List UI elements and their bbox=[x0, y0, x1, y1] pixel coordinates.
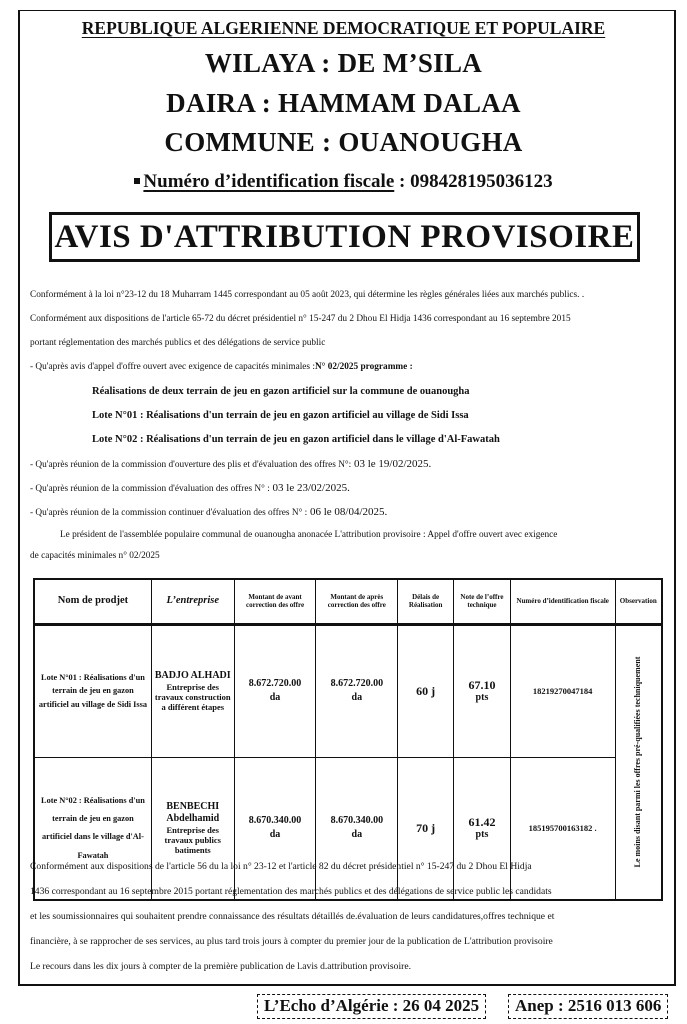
cell-amount-before: 8.672.720.00 da bbox=[234, 624, 316, 757]
programme-title: Réalisations de deux terrain de jeu en gazon artificiel sur la commune de ouanougha bbox=[92, 386, 470, 397]
closing-line-5: Le recours dans les dix jours à compter de la première publication de l.avis d.attribution provisoire. bbox=[30, 961, 411, 972]
cell-company bbox=[151, 757, 234, 900]
cell-observation bbox=[615, 624, 662, 900]
cell-amount-after: 8.672.720.00 da bbox=[316, 624, 398, 757]
preamble-line-1: Conformément à la loi n°23-12 du 18 Muharram 1445 correspondant au 05 août 2023, qui détermine les règles générales liées aux marchés publics. . bbox=[30, 290, 585, 300]
cell-delay: 70 j bbox=[398, 757, 454, 900]
company-name: BADJO ALHADI bbox=[154, 669, 231, 681]
header-project-name: Nom de prodjet bbox=[34, 579, 151, 624]
anep-reference: Anep : 2516 013 606 bbox=[508, 994, 668, 1019]
cell-project: Lote N°01 : Réalisations d'un terrain de jeu en gazon artificiel au village de Sidi Issa bbox=[34, 624, 151, 757]
closing-line-3: et les soumissionnaires qui souhaitent prendre connaissance des résultats détaillés de.évaluation de leurs candidatures,offres technique et bbox=[30, 911, 555, 922]
cell-delay: 60 j bbox=[398, 624, 454, 757]
fiscal-id-line bbox=[0, 171, 687, 193]
company-description: Entreprise des travaux publics batiments bbox=[164, 824, 221, 856]
appel-reference: N° 02/2025 programme : bbox=[314, 362, 413, 372]
appel-line: - Qu'après avis d'appel d'offre ouvert avec exigence de capacités minimales :N° 02/2025 programme : bbox=[30, 362, 413, 372]
commission-line-3: - Qu'après réunion de la commission continuer d'évaluation des offres N° : 06 le 08/04/2025. bbox=[30, 506, 388, 518]
fiscal-id-value: : 098428195036123 bbox=[394, 171, 553, 192]
cell-fiscal-id: 18219270047184 bbox=[510, 624, 615, 757]
observation-text: Le moins disant parmi les offres pré-qualifiées techniquement bbox=[633, 656, 643, 868]
republic-heading: REPUBLIQUE ALGERIENNE DEMOCRATIQUE ET POPULAIRE bbox=[81, 18, 606, 38]
header-technical-score: Note de l’offre technique bbox=[454, 579, 511, 624]
president-line-2: de capacités minimales n° 02/2025 bbox=[30, 551, 160, 561]
commission-line-1: - Qu'après réunion de la commission d'ouverture des plis et d'évaluation des offres N°: 03 le 19/02/2025. bbox=[30, 458, 432, 470]
preamble-line-2: Conformément aux dispositions de l'article 65-72 du décret présidentiel n° 15-247 du 2 Dhou El Hidja 1436 correspondant au 16 septembre 2015 bbox=[30, 314, 571, 324]
cell-project: Lote N°02 : Réalisations d'un terrain de jeu en gazon artificiel dans le village d'Al-Fawatah bbox=[34, 757, 151, 900]
daira-heading: DAIRA : HAMMAM DALAA bbox=[166, 88, 521, 118]
closing-line-4: financière, à se rapprocher de ses services, au plus tard trois jours à compter du premier jour de la publication de L'attribution provisoire bbox=[30, 936, 553, 947]
programme-lot-2: Lote N°02 : Réalisations d'un terrain de jeu en gazon artificiel dans le village d'Al-Fawatah bbox=[92, 434, 500, 445]
header-delay: Délais de Réalisation bbox=[398, 579, 454, 624]
header-amount-after: Montant de après correction des offre bbox=[316, 579, 398, 624]
closing-line-2: 1436 correspondant au 16 septembre 2015 portant réglementation des marchés publics et des délégations de service public les candidats bbox=[30, 886, 552, 897]
cell-technical-score: 67.10 pts bbox=[454, 624, 511, 757]
programme-lot-1: Lote N°01 : Réalisations d'un terrain de jeu en gazon artificiel au village de Sidi Issa bbox=[92, 410, 469, 421]
fiscal-id-label: Numéro d’identification fiscale bbox=[143, 171, 395, 192]
closing-line-1: Conformément aux dispositions de l'article 56 du la loi n° 23-12 et l'article 82 du décret présidentiel n° 15-247 du 2 Dhou El Hidja bbox=[30, 861, 532, 872]
preamble-line-3: portant réglementation des marchés publics et des délégations de service public bbox=[30, 338, 326, 348]
table-row bbox=[34, 757, 662, 900]
table-row bbox=[34, 624, 662, 757]
header-fiscal-id: Numéro d’identification fiscale bbox=[510, 579, 615, 624]
cell-amount-before: 8.670.340.00 da bbox=[234, 757, 316, 900]
newspaper-reference: L’Echo d’Algérie : 26 04 2025 bbox=[257, 994, 486, 1019]
attribution-table bbox=[33, 578, 663, 901]
header-amount-before: Montant de avant correction des offre bbox=[234, 579, 316, 624]
square-bullet-icon bbox=[134, 178, 140, 184]
president-line-1: Le président de l'assemblée populaire communal de ouanougha anonacée L'attribution provisoire : Appel d'offre ouvert avec exigence bbox=[60, 530, 558, 540]
cell-technical-score: 61.42 pts bbox=[454, 757, 511, 900]
commission-line-2: - Qu'après réunion de la commission d'évaluation des offres N° : 03 le 23/02/2025. bbox=[30, 482, 350, 494]
cell-company bbox=[151, 624, 234, 757]
header-company: L’entreprise bbox=[151, 579, 234, 624]
commune-heading: COMMUNE : OUANOUGHA bbox=[164, 127, 523, 157]
cell-fiscal-id: 185195700163182 . bbox=[510, 757, 615, 900]
company-description: Entreprise des travaux construction a différent étapes bbox=[154, 681, 231, 713]
company-name: BENBECHI Abdelhamid bbox=[166, 800, 220, 824]
wilaya-heading: WILAYA : DE M’SILA bbox=[204, 48, 483, 78]
header-observation: Observation bbox=[615, 579, 662, 624]
table-header-row bbox=[34, 579, 662, 624]
notice-title: AVIS D'ATTRIBUTION PROVISOIRE bbox=[49, 212, 640, 262]
cell-amount-after: 8.670.340.00 da bbox=[316, 757, 398, 900]
